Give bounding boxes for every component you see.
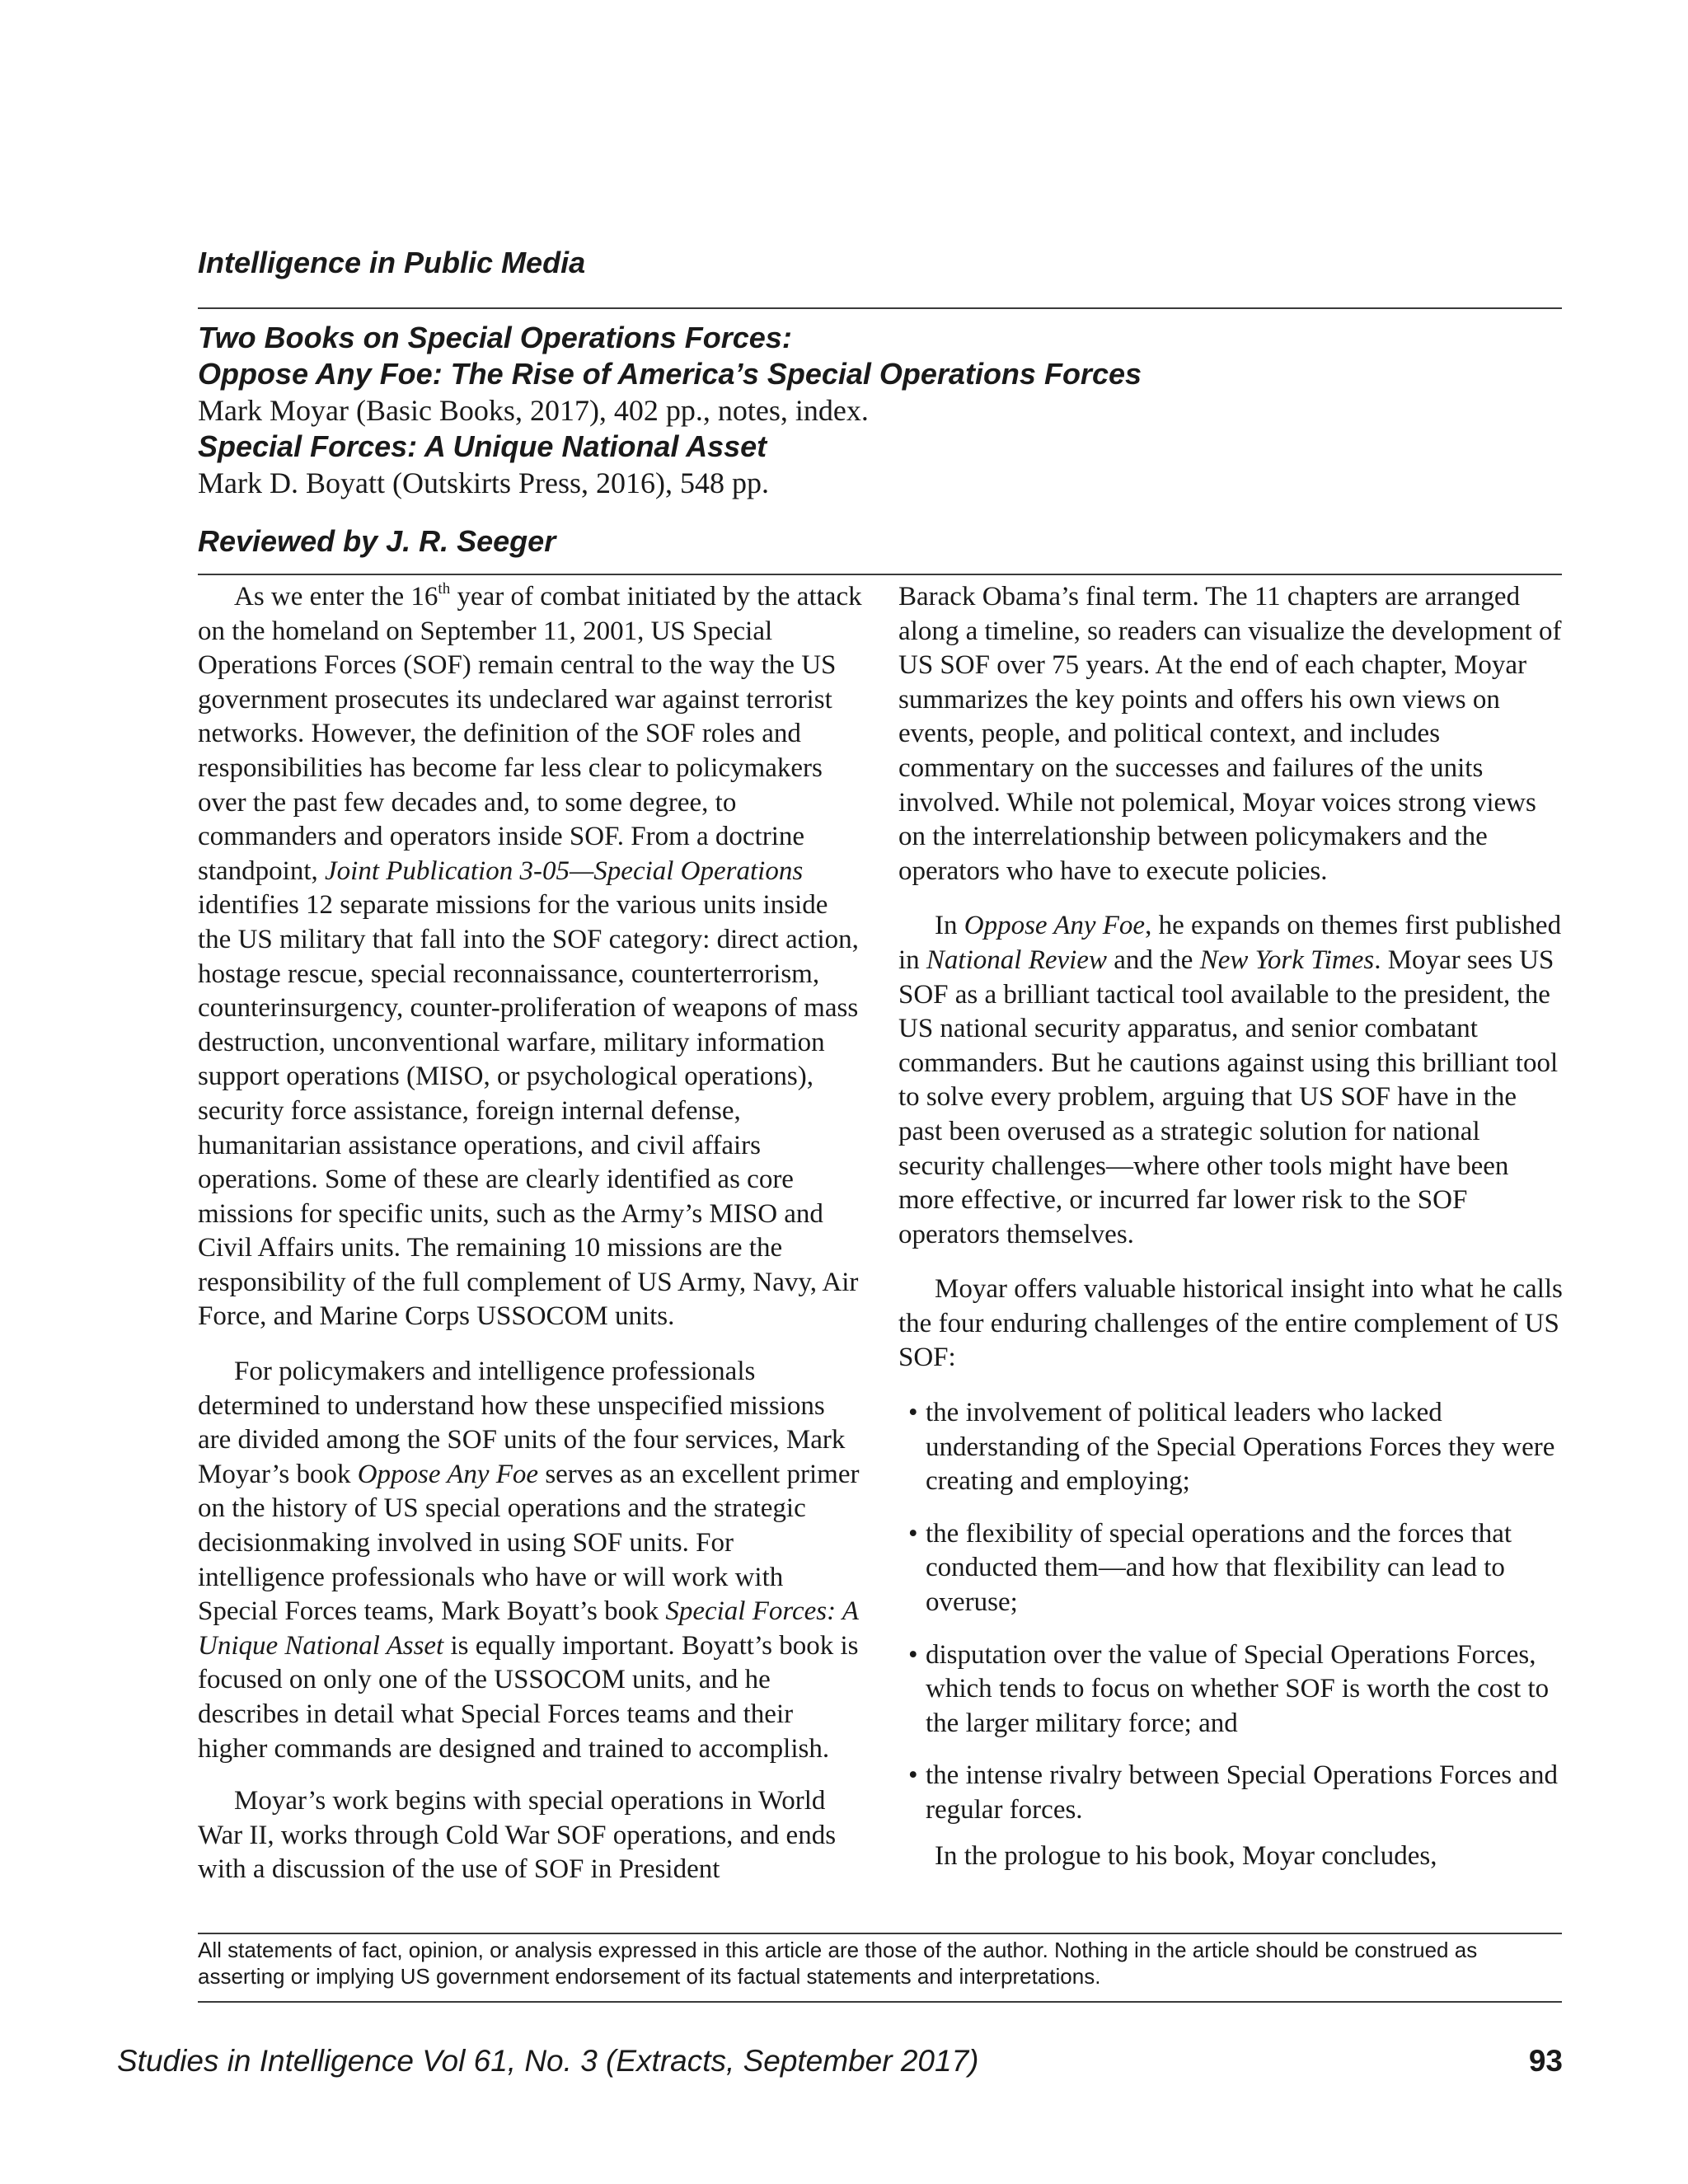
list-item xyxy=(898,1396,1563,1499)
italic-citation: National Review xyxy=(926,944,1107,975)
book2-title: Special Forces: A Unique National Asset xyxy=(198,429,767,463)
text-run: serves as an excellent primer on the history of US special operations and the strategic decisionmaking involved in using SOF units. For intelligence professionals who have or will work with Special Forces teams, Mark Boyatt’s book xyxy=(198,1459,860,1627)
challenges-list xyxy=(898,1396,1563,1828)
bullet-icon: • xyxy=(908,1639,918,1670)
list-item-text: the flexibility of special operations and the forces that conducted them—and how that flexibility can lead to overuse; xyxy=(926,1518,1512,1618)
page-number: 93 xyxy=(1528,2044,1563,2078)
list-item xyxy=(898,1638,1563,1741)
left-column xyxy=(198,580,862,1887)
header-top-rule xyxy=(198,307,1562,309)
list-item-text: disputation over the value of Special Operations Forces, which tends to focus on whether SOF is worth the cost to the larger military force; and xyxy=(926,1639,1550,1738)
review-heading: Two Books on Special Operations Forces: xyxy=(198,321,792,354)
italic-citation: New York Times xyxy=(1199,944,1375,975)
disclaimer-bottom-rule xyxy=(198,2001,1562,2003)
body-paragraph: Moyar offers valuable historical insight into what he calls the four enduring challenges of the entire complement of US SOF: xyxy=(898,1274,1563,1373)
text-run: In xyxy=(935,911,964,941)
right-column xyxy=(898,580,1563,1873)
list-item-text: the involvement of political leaders who lacked understanding of the Special Operations Forces they were creating and employing; xyxy=(926,1398,1555,1497)
list-item xyxy=(898,1517,1563,1620)
byline-rule xyxy=(198,574,1562,575)
body-paragraph xyxy=(898,909,1563,1252)
bullet-icon: • xyxy=(908,1760,918,1791)
body-paragraph: In the prologue to his book, Moyar concludes, xyxy=(935,1840,1437,1871)
italic-citation: Special Forces: A Unique National Asset xyxy=(198,1596,859,1661)
reviewer-byline: Reviewed by J. R. Seeger xyxy=(198,524,556,558)
body-paragraph xyxy=(198,1355,862,1766)
book1-title: Oppose Any Foe: The Rise of America’s Special Operations Forces xyxy=(198,357,1142,391)
section-label: Intelligence in Public Media xyxy=(198,246,586,279)
body-paragraph xyxy=(198,580,862,1334)
text-run: year of combat initiated by the attack on the homeland on September 11, 2001, US Special Operations Forces (SOF) remain central to the way the US government prosecutes its undeclared war against terrorist networks. However, the definition of the SOF roles and responsibilities has become far less clear to policymakers over the past few decades and, to some degree, to commanders and operators inside SOF. From a doctrine standpoint, xyxy=(198,582,862,886)
italic-citation: Oppose Any Foe xyxy=(357,1459,539,1489)
italic-citation: Joint Publication 3-05—Special Operations xyxy=(325,855,804,886)
book2-citation: Mark D. Boyatt (Outskirts Press, 2016), 548 pp. xyxy=(198,466,769,499)
bullet-icon: • xyxy=(908,1398,918,1428)
journal-footer: Studies in Intelligence Vol 61, No. 3 (Extracts, September 2017) xyxy=(117,2044,979,2078)
text-run: As we enter the 16 xyxy=(234,582,438,612)
text-run: identifies 12 separate missions for the various units inside the US military that fall into the SOF category: direct action, hostage rescue, special reconnaissance, counterterrorism, counterinsurgency, counter-proliferation of weapons of mass destruction, unconventional warfare, military information support operations (MISO, or psychological operations), security force assistance, foreign internal defense, humanitarian assistance operations, and civil affairs operations. Some of these are clearly identified as core missions for specific units, such as the Army’s MISO and Civil Affairs units. The remaining 10 missions are the responsibility of the full complement of US Army, Navy, Air Force, and Marine Corps USSOCOM units. xyxy=(198,890,859,1332)
book1-citation: Mark Moyar (Basic Books, 2017), 402 pp., notes, index. xyxy=(198,394,869,427)
list-item-text: the intense rivalry between Special Operations Forces and regular forces. xyxy=(926,1760,1558,1825)
italic-citation: Oppose Any Foe xyxy=(964,911,1146,941)
superscript: th xyxy=(438,580,451,598)
text-run: . Moyar sees US SOF as a brilliant tactical tool available to the president, the US national security apparatus, and senior combatant commanders. But he cautions against using this brilliant tool to solve every problem, arguing that US SOF have in the past been overused as a strategic solution for national security challenges—where other tools might have been more effective, or incurred far lower risk to the SOF operators themselves. xyxy=(898,944,1559,1249)
bullet-icon: • xyxy=(908,1518,918,1549)
author-disclaimer: All statements of fact, opinion, or analysis expressed in this article are those of the author. Nothing in the article should be construed as asserting or implying US government endorsement of its factual statements and interpretations. xyxy=(198,1938,1478,1989)
disclaimer-top-rule xyxy=(198,1933,1562,1934)
body-paragraph: Barack Obama’s final term. The 11 chapters are arranged along a timeline, so readers can visualize the development of US SOF over 75 years. At the end of each chapter, Moyar summarizes the key points and offers his own views on events, people, and political context, and includes commentary on the successes and failures of the units involved. While not polemical, Moyar voices strong views on the interrelationship between policymakers and the operators who have to execute policies. xyxy=(898,582,1562,886)
list-item xyxy=(898,1759,1563,1827)
body-paragraph: Moyar’s work begins with special operations in World War II, works through Cold War SOF operations, and ends with a discussion of the use of SOF in President xyxy=(198,1786,837,1885)
text-run: , he expands on themes first published in xyxy=(898,911,1562,975)
article-header xyxy=(198,320,1562,501)
text-run: For policymakers and intelligence professionals determined to understand how these unspecified missions are divided among the SOF units of the four services, Mark Moyar’s book xyxy=(198,1357,846,1489)
text-run: is equally important. Boyatt’s book is focused on only one of the USSOCOM units, and he describes in detail what Special Forces teams and their higher commands are designed and trained to accomplish. xyxy=(198,1630,859,1764)
text-run: and the xyxy=(1106,944,1200,975)
